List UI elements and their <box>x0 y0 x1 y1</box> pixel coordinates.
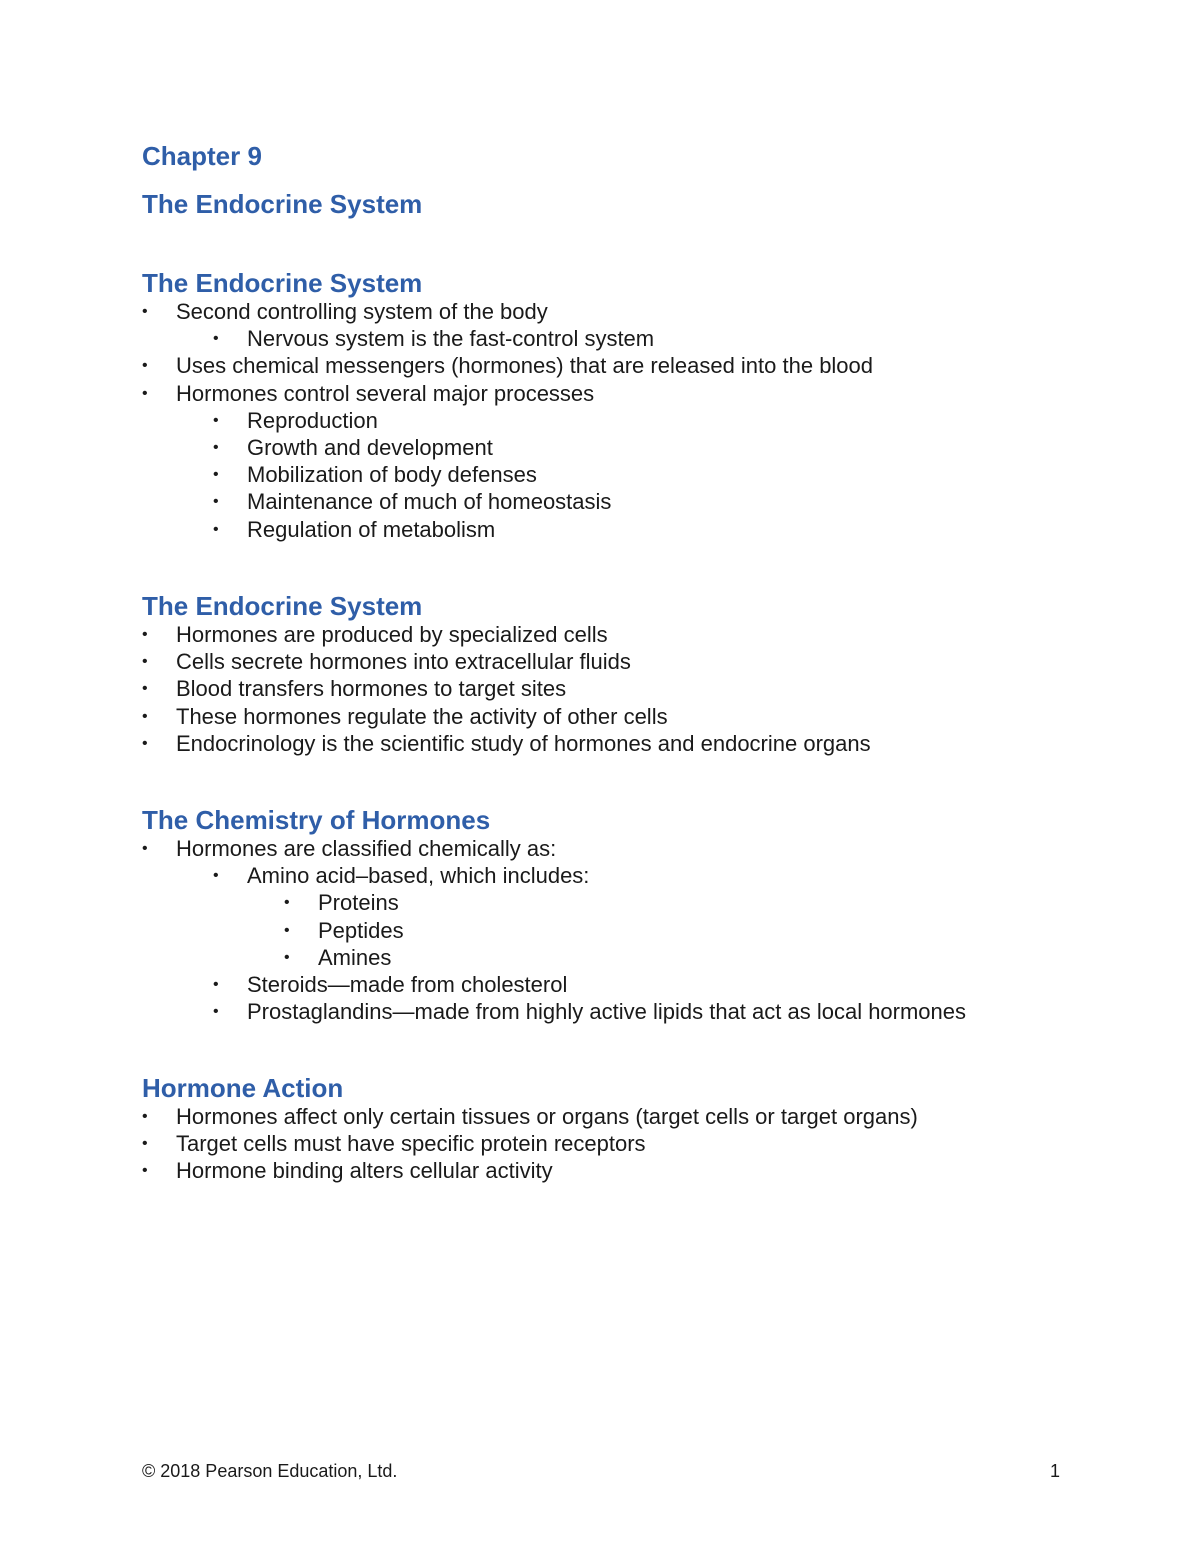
bullet-icon: • <box>284 894 290 912</box>
bullet-icon: • <box>213 520 219 538</box>
list-item <box>142 971 1082 998</box>
bullet-icon: • <box>213 975 219 993</box>
bullet-list <box>142 298 1082 543</box>
page-number: 1 <box>1049 1461 1060 1481</box>
section-heading: The Endocrine System <box>142 268 423 298</box>
section-heading: Hormone Action <box>142 1073 344 1103</box>
chapter-number: Chapter 9 <box>142 141 262 171</box>
list-item-text: Amines <box>318 944 392 970</box>
list-item <box>142 944 1082 971</box>
list-item-text: Endocrinology is the scientific study of hormones and endocrine organs <box>176 730 871 756</box>
list-item <box>142 730 1082 757</box>
section-endocrine-system-2 <box>142 591 1082 757</box>
list-item <box>142 380 1082 407</box>
list-item <box>142 917 1082 944</box>
copyright-notice: © 2018 Pearson Education, Ltd. <box>142 1461 398 1481</box>
list-item <box>142 998 1082 1025</box>
list-item-text: Hormones affect only certain tissues or organs (target cells or target organs) <box>176 1104 918 1129</box>
bullet-icon: • <box>142 384 148 402</box>
list-item <box>142 298 1082 325</box>
bullet-icon: • <box>213 867 219 885</box>
list-item <box>142 703 1082 730</box>
list-item-text: Steroids—made from cholesterol <box>247 971 568 997</box>
list-item <box>142 325 1082 352</box>
bullet-icon: • <box>284 921 290 939</box>
bullet-icon: • <box>142 626 148 643</box>
list-item-text: Cells secrete hormones into extracellular fluids <box>176 649 631 675</box>
bullet-icon: • <box>142 1162 148 1180</box>
list-item-text: Reproduction <box>247 407 378 433</box>
list-item <box>142 1157 1082 1184</box>
list-item-text: Amino acid–based, which includes: <box>247 863 590 889</box>
list-item-text: Hormone binding alters cellular activity <box>176 1158 553 1184</box>
list-item-text: Prostaglandins—made from highly active lipids that act as local hormones <box>247 999 967 1025</box>
bullet-icon: • <box>213 330 219 348</box>
list-item-text: Blood transfers hormones to target sites <box>176 676 567 702</box>
list-item <box>142 889 1082 916</box>
bullet-icon: • <box>142 357 148 375</box>
bullet-icon: • <box>142 680 148 698</box>
bullet-list <box>142 1103 1082 1185</box>
list-item <box>142 675 1082 702</box>
list-item <box>142 1103 1082 1130</box>
list-item-text: Regulation of metabolism <box>247 516 496 542</box>
bullet-icon: • <box>213 438 219 456</box>
bullet-icon: • <box>142 707 148 725</box>
list-item-text: Target cells must have specific protein receptors <box>176 1131 646 1157</box>
bullet-list <box>142 835 1082 1025</box>
list-item-text: Maintenance of much of homeostasis <box>247 489 612 515</box>
bullet-icon: • <box>142 1108 148 1125</box>
section-hormone-action <box>142 1073 1082 1185</box>
bullet-icon: • <box>142 653 148 671</box>
document-page <box>142 0 1082 1553</box>
list-item <box>142 488 1082 515</box>
list-item <box>142 862 1082 889</box>
section-heading: The Endocrine System <box>142 591 423 621</box>
bullet-icon: • <box>142 734 148 752</box>
list-item <box>142 621 1082 648</box>
list-item-text: Nervous system is the fast-control system <box>247 326 655 352</box>
bullet-icon: • <box>213 1003 219 1021</box>
list-item <box>142 352 1082 379</box>
bullet-icon: • <box>142 303 148 320</box>
list-item <box>142 516 1082 543</box>
list-item-text: Hormones control several major processes <box>176 380 595 406</box>
list-item <box>142 407 1082 434</box>
bullet-icon: • <box>213 493 219 511</box>
bullet-icon: • <box>142 1135 148 1153</box>
bullet-list <box>142 621 1082 757</box>
list-item <box>142 434 1082 461</box>
chapter-title: The Endocrine System <box>142 189 423 219</box>
list-item <box>142 835 1082 862</box>
list-item-text: Hormones are classified chemically as: <box>176 836 557 861</box>
list-item-text: Second controlling system of the body <box>176 299 548 324</box>
list-item-text: These hormones regulate the activity of other cells <box>176 703 668 729</box>
section-chemistry-of-hormones <box>142 805 1082 1025</box>
section-heading: The Chemistry of Hormones <box>142 805 491 835</box>
list-item <box>142 648 1082 675</box>
list-item <box>142 1130 1082 1157</box>
list-item-text: Mobilization of body defenses <box>247 462 537 488</box>
bullet-icon: • <box>213 411 219 429</box>
bullet-icon: • <box>213 466 219 484</box>
list-item-text: Growth and development <box>247 434 493 460</box>
list-item-text: Proteins <box>318 890 399 916</box>
bullet-icon: • <box>142 840 148 857</box>
list-item-text: Uses chemical messengers (hormones) that are released into the blood <box>176 353 874 379</box>
section-endocrine-system-1 <box>142 268 1082 543</box>
list-item <box>142 461 1082 488</box>
list-item-text: Hormones are produced by specialized cells <box>176 622 608 647</box>
bullet-icon: • <box>284 948 290 966</box>
list-item-text: Peptides <box>318 917 404 943</box>
